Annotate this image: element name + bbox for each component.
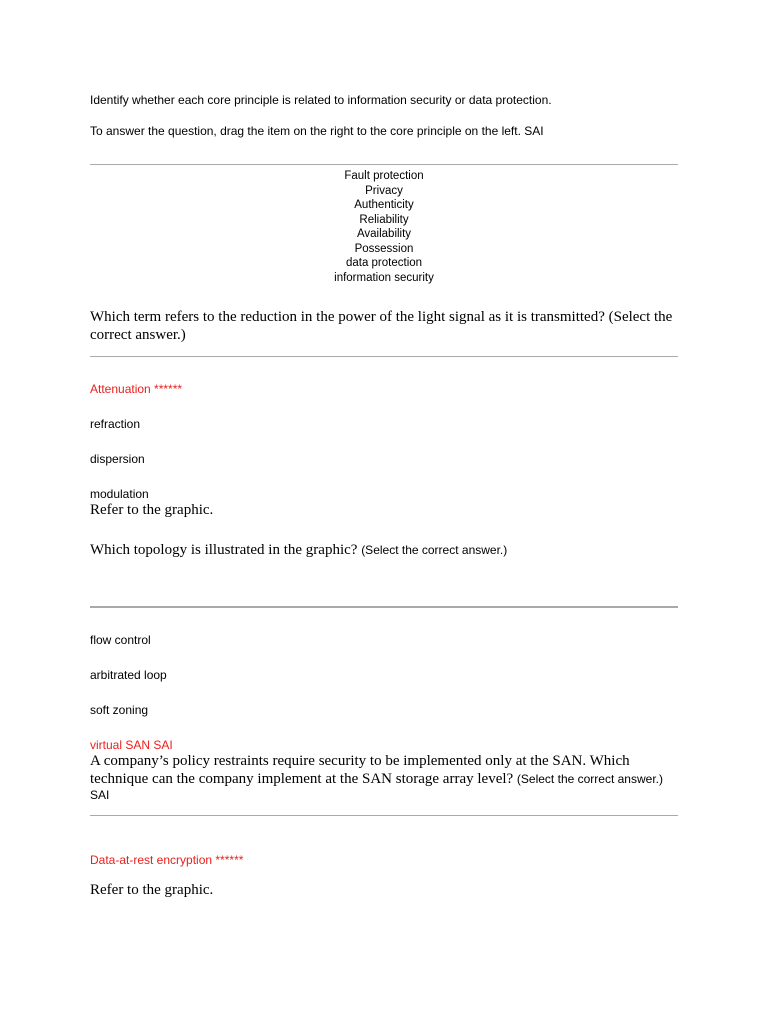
question-text: [90, 541, 507, 559]
answer-option: dispersion: [90, 452, 145, 466]
question-text-hint: (Select the correct answer.): [361, 543, 508, 557]
answer-option: arbitrated loop: [90, 668, 167, 682]
question-text-continued: [90, 770, 663, 788]
answer-option: modulation: [90, 487, 149, 501]
refer-to-graphic: Refer to the graphic.: [90, 502, 214, 518]
answer-option: flow control: [90, 633, 151, 647]
question-text-main: Which topology is illustrated in the graphic?: [90, 542, 362, 558]
intro-instruction: Identify whether each core principle is related to information security or data protection.: [90, 93, 552, 107]
correct-answer: Data-at-rest encryption ******: [90, 853, 244, 867]
drag-item[interactable]: Possession: [354, 242, 414, 255]
drag-item[interactable]: Privacy: [365, 184, 403, 197]
question-text-hint: (Select the correct answer.): [516, 772, 663, 786]
drag-item[interactable]: Authenticity: [354, 199, 414, 211]
divider: [90, 356, 678, 357]
question-text-continued: correct answer.): [90, 327, 186, 343]
refer-to-graphic: Refer to the graphic.: [90, 882, 214, 898]
drag-item[interactable]: information security: [334, 271, 434, 284]
correct-answer: virtual SAN SAI: [90, 738, 173, 752]
drag-item[interactable]: Availability: [356, 228, 412, 240]
drag-item-list: [90, 169, 678, 285]
correct-answer: Attenuation ******: [90, 382, 183, 396]
divider: [90, 606, 678, 608]
divider: [90, 815, 678, 816]
question-text-main: technique can the company implement at the SAN storage array level?: [90, 771, 517, 787]
drag-item[interactable]: data protection: [345, 257, 423, 269]
drag-item[interactable]: Fault protection: [344, 170, 424, 182]
question-text: A company’s policy restraints require security to be implemented only at the SAN. Which: [90, 753, 630, 769]
question-tag: SAI: [90, 788, 110, 802]
drag-item[interactable]: Reliability: [359, 213, 409, 226]
divider: [90, 164, 678, 165]
answer-option: soft zoning: [90, 703, 149, 717]
intro-drag-instruction: To answer the question, drag the item on the right to the core principle on the left. SAI: [90, 124, 544, 138]
question-text: Which term refers to the reduction in the power of the light signal as it is transmitted? (Select the: [90, 309, 673, 325]
answer-option: refraction: [90, 417, 141, 431]
